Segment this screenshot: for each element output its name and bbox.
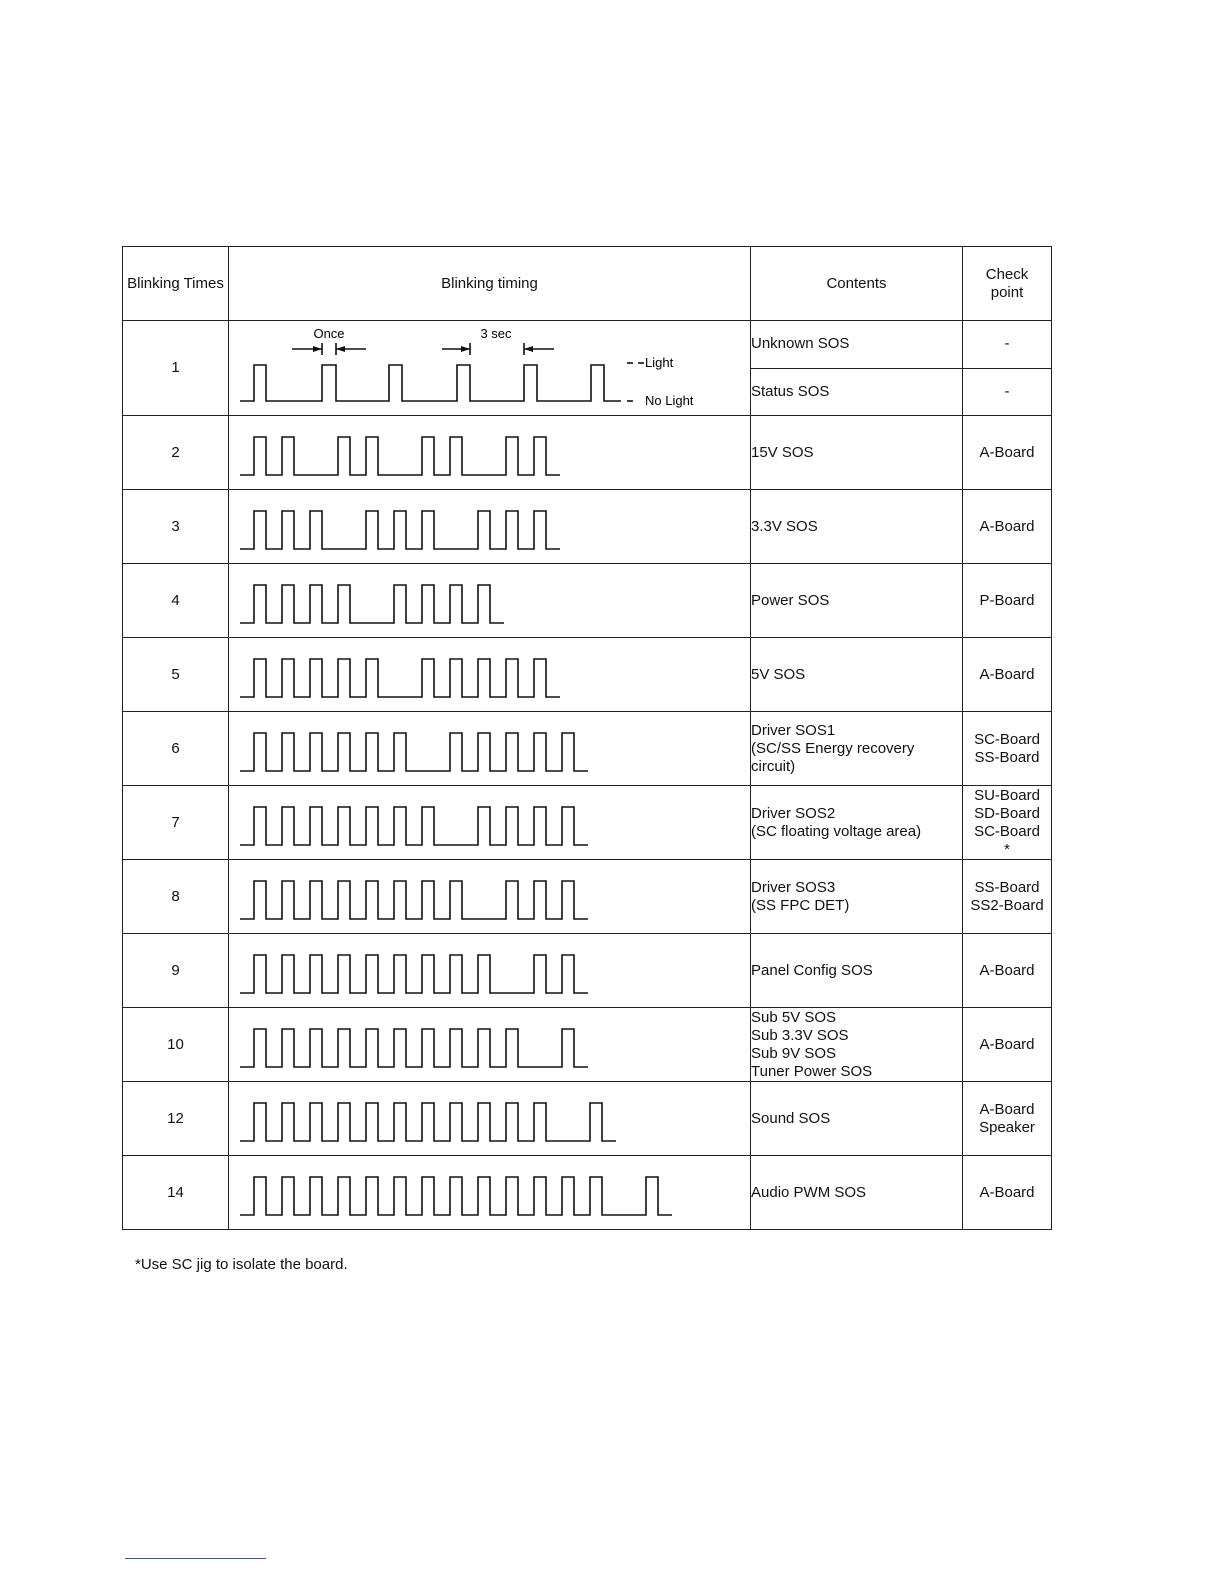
blinking-timing-cell (229, 638, 751, 712)
waveform-line (240, 511, 560, 549)
blinking-times-cell: 9 (123, 934, 229, 1008)
rows-body (123, 416, 1052, 1230)
blinking-timing-cell (229, 1008, 751, 1082)
check-point-cell: P-Board (963, 564, 1052, 638)
table-row (123, 638, 1052, 712)
blink-waveform (229, 639, 750, 711)
table-row (123, 1008, 1052, 1082)
blinking-timing-cell (229, 1082, 751, 1156)
waveform-line (240, 733, 588, 771)
check-point-cell: A-Board (963, 416, 1052, 490)
no-light-label: No Light (645, 393, 694, 408)
blink-waveform (229, 787, 750, 859)
contents-cell: Power SOS (751, 564, 963, 638)
check-point-cell: A-Board (963, 490, 1052, 564)
row1-times: 1 (123, 321, 229, 416)
blinking-timing-cell (229, 1156, 751, 1230)
header-blinking-timing: Blinking timing (229, 247, 751, 321)
waveform-line (240, 437, 560, 475)
waveform-line (240, 1103, 616, 1141)
contents-cell: Audio PWM SOS (751, 1156, 963, 1230)
table-row (123, 786, 1052, 860)
table-row (123, 934, 1052, 1008)
contents-cell: 5V SOS (751, 638, 963, 712)
table-row (123, 712, 1052, 786)
check-point-cell: SS-Board SS2-Board (963, 860, 1052, 934)
contents-cell: Sound SOS (751, 1082, 963, 1156)
sos-blink-table (122, 246, 1052, 1230)
contents-cell: 15V SOS (751, 416, 963, 490)
waveform-line (240, 1177, 672, 1215)
row1-check-a: - (963, 321, 1052, 369)
header-blinking-times: Blinking Times (123, 247, 229, 321)
three-sec-label: 3 sec (480, 326, 512, 341)
blinking-times-cell: 5 (123, 638, 229, 712)
check-point-cell: A-Board (963, 934, 1052, 1008)
contents-cell: Driver SOS2 (SC floating voltage area) (751, 786, 963, 860)
waveform-line (240, 955, 588, 993)
table-row (123, 1156, 1052, 1230)
blinking-timing-cell (229, 934, 751, 1008)
blink-waveform (229, 1009, 750, 1081)
blink-waveform (229, 861, 750, 933)
waveform-line (240, 1029, 588, 1067)
contents-cell: Driver SOS1 (SC/SS Energy recovery circuit) (751, 712, 963, 786)
blinking-times-cell: 2 (123, 416, 229, 490)
footnote: *Use SC jig to isolate the board. (135, 1256, 348, 1273)
blinking-timing-cell (229, 860, 751, 934)
blinking-times-cell: 7 (123, 786, 229, 860)
table-row (123, 416, 1052, 490)
blinking-times-cell: 6 (123, 712, 229, 786)
blink-waveform (229, 417, 750, 489)
check-point-cell: SC-Board SS-Board (963, 712, 1052, 786)
blink-waveform (229, 565, 750, 637)
header-contents: Contents (751, 247, 963, 321)
blinking-times-cell: 8 (123, 860, 229, 934)
blink-waveform (229, 1083, 750, 1155)
table-row (123, 564, 1052, 638)
blinking-times-cell: 14 (123, 1156, 229, 1230)
blinking-times-cell: 10 (123, 1008, 229, 1082)
waveform-line (240, 585, 504, 623)
blink-waveform (229, 491, 750, 563)
table-row-1a (123, 321, 1052, 369)
waveform-line (240, 881, 588, 919)
contents-cell: 3.3V SOS (751, 490, 963, 564)
table-row (123, 1082, 1052, 1156)
once-label: Once (313, 326, 345, 341)
row1-contents-b: Status SOS (751, 368, 963, 416)
row1-contents-a: Unknown SOS (751, 321, 963, 369)
row1-check-b: - (963, 368, 1052, 416)
row1-waveform (229, 321, 750, 415)
row1-timing-diagram (229, 321, 751, 416)
blink-waveform (229, 713, 750, 785)
header-check-point: Check point (963, 247, 1052, 321)
contents-cell: Driver SOS3 (SS FPC DET) (751, 860, 963, 934)
table-row (123, 860, 1052, 934)
blink-waveform (229, 935, 750, 1007)
table-row (123, 490, 1052, 564)
blinking-times-cell: 4 (123, 564, 229, 638)
check-point-cell: SU-Board SD-Board SC-Board * (963, 786, 1052, 860)
check-point-cell: A-Board (963, 638, 1052, 712)
blinking-timing-cell (229, 416, 751, 490)
blinking-times-cell: 12 (123, 1082, 229, 1156)
blink-waveform (229, 1157, 750, 1229)
waveform-line (240, 659, 560, 697)
contents-cell: Sub 5V SOS Sub 3.3V SOS Sub 9V SOS Tuner Power SOS (751, 1008, 963, 1082)
blinking-times-cell: 3 (123, 490, 229, 564)
waveform-line (240, 807, 588, 845)
blinking-timing-cell (229, 712, 751, 786)
check-point-cell: A-Board (963, 1156, 1052, 1230)
blinking-timing-cell (229, 564, 751, 638)
header-row (123, 247, 1052, 321)
blinking-timing-cell (229, 490, 751, 564)
blinking-timing-cell (229, 786, 751, 860)
check-point-cell: A-Board (963, 1008, 1052, 1082)
divider-line (125, 1558, 266, 1559)
check-point-cell: A-Board Speaker (963, 1082, 1052, 1156)
light-label: Light (645, 355, 674, 370)
contents-cell: Panel Config SOS (751, 934, 963, 1008)
